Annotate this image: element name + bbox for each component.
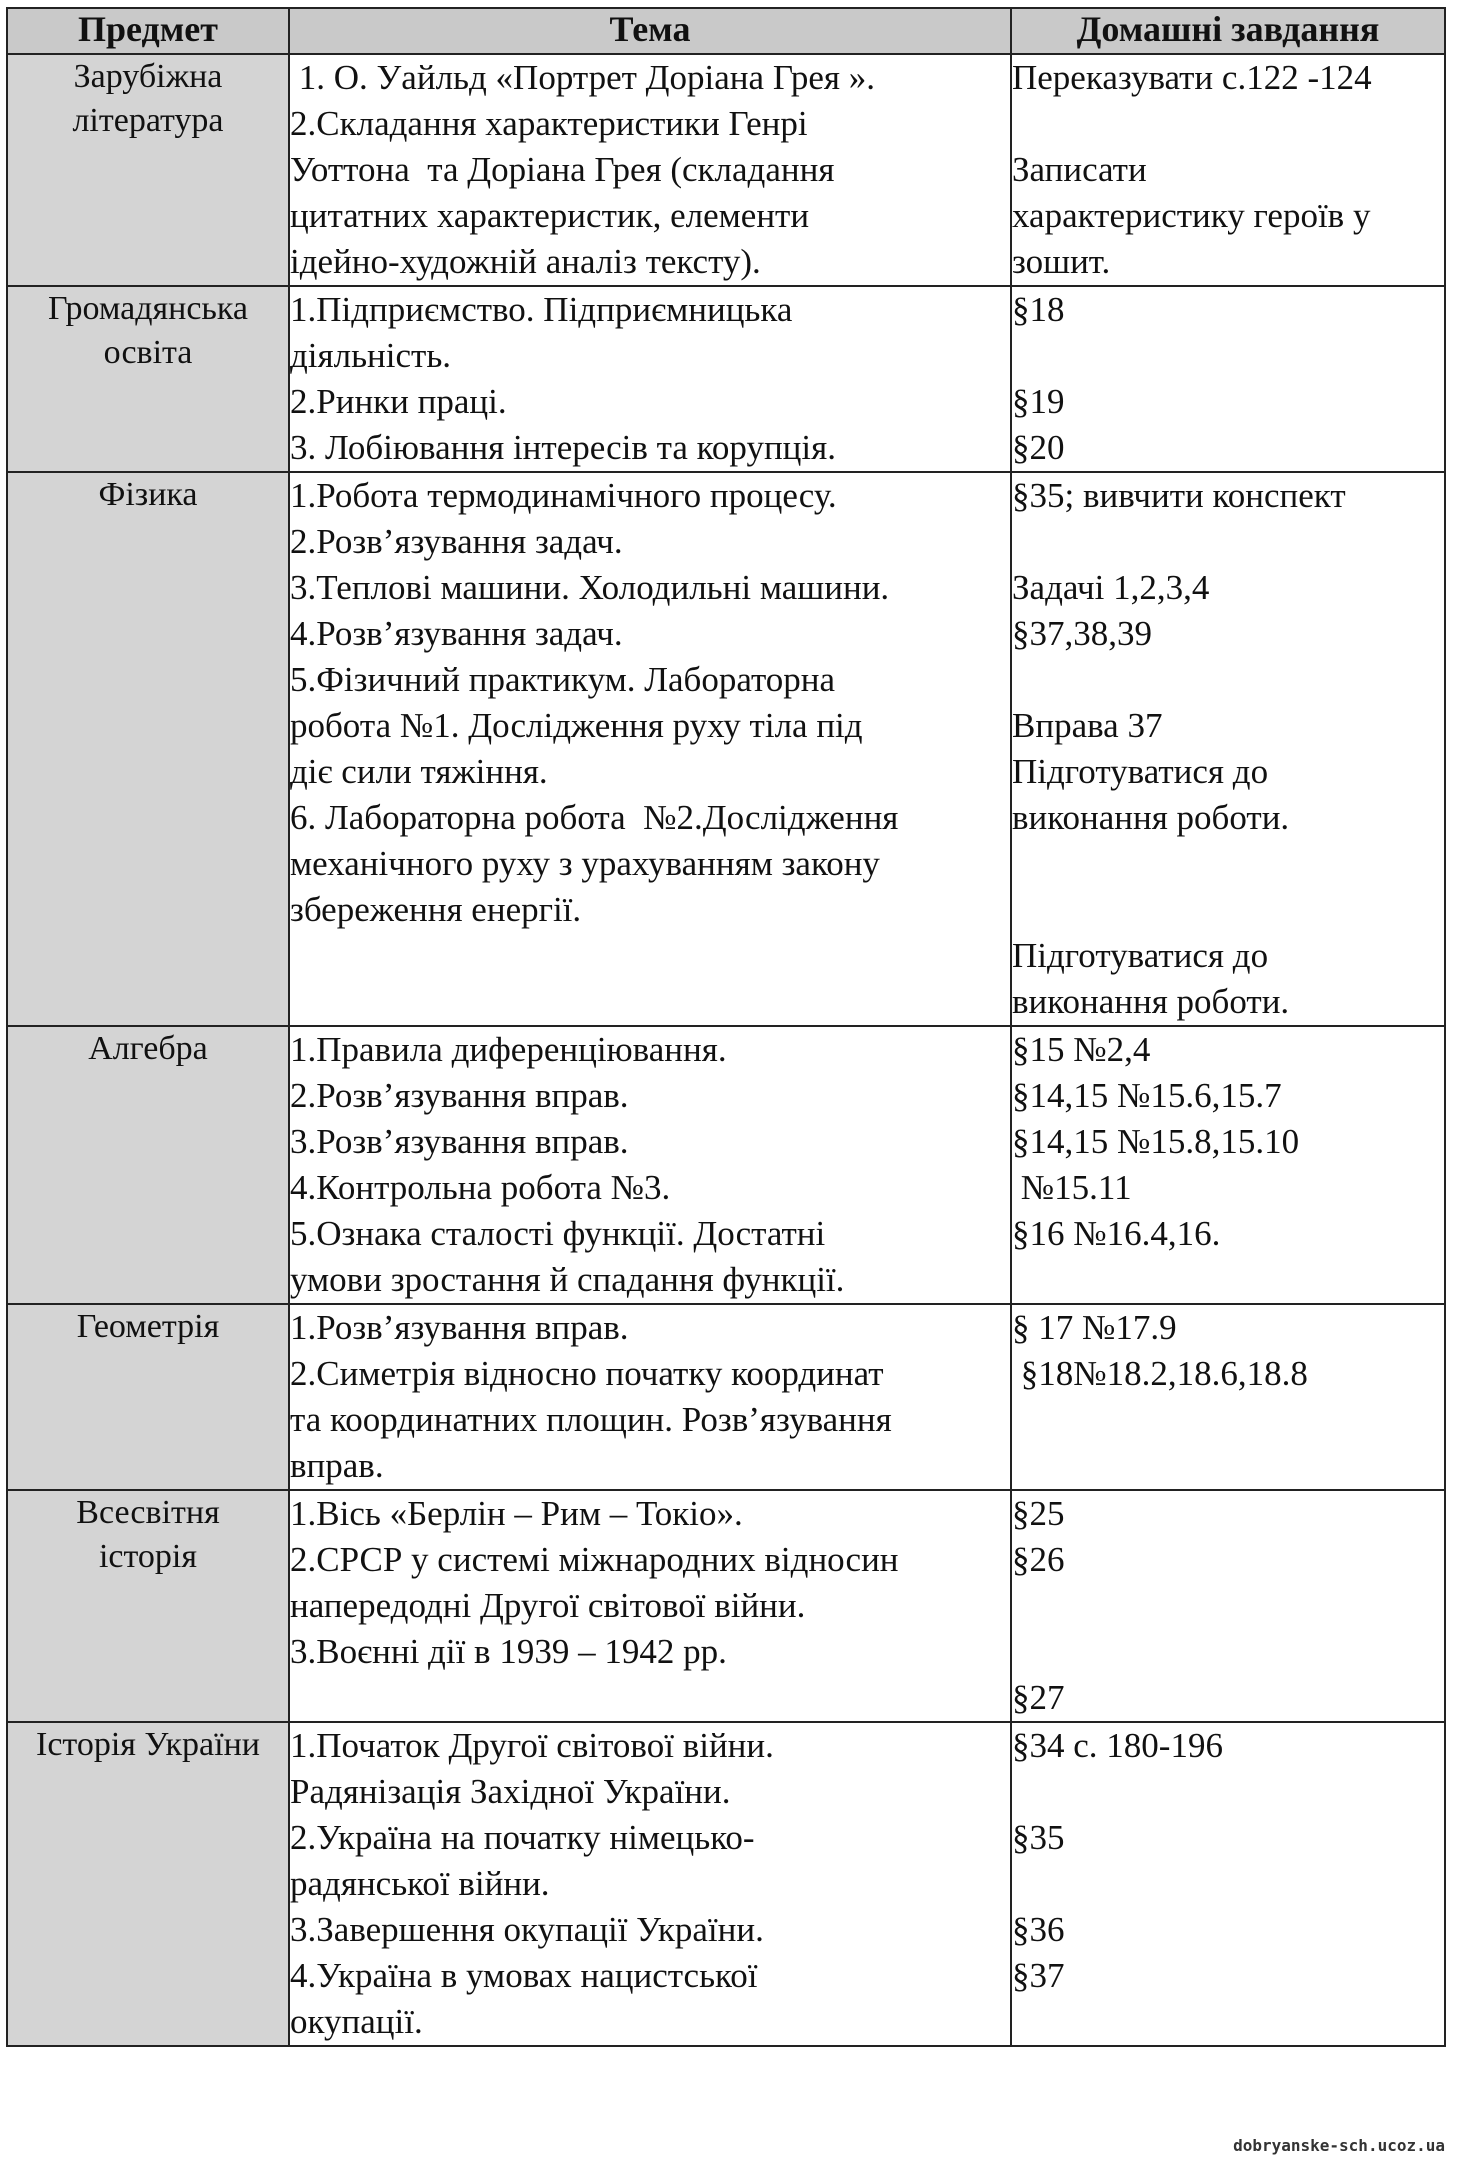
cell-line: §18 bbox=[1012, 290, 1065, 329]
subject-cell bbox=[7, 1490, 289, 1722]
cell-line: Вправа 37 bbox=[1012, 706, 1163, 745]
cell-line: 1.Підприємство. Підприємницька bbox=[290, 290, 793, 329]
homework-cell bbox=[1011, 1490, 1445, 1722]
topic-cell bbox=[289, 1722, 1011, 2046]
cell-line: діє сили тяжіння. bbox=[290, 752, 548, 791]
topic-cell bbox=[289, 472, 1011, 1026]
subject-cell bbox=[7, 1722, 289, 2046]
cell-line: окупації. bbox=[290, 2002, 423, 2041]
cell-line: Історія України bbox=[36, 1726, 260, 1763]
cell-line: Зарубіжна bbox=[73, 58, 223, 95]
cell-line bbox=[1012, 887, 1444, 933]
cell-line: 3.Воєнні дії в 1939 – 1942 рр. bbox=[290, 1632, 727, 1671]
cell-line: 1.Вісь «Берлін – Рим – Токіо». bbox=[290, 1494, 743, 1533]
cell-line: §27 bbox=[1012, 1678, 1065, 1717]
table-row bbox=[7, 1304, 1445, 1490]
header-subject: Предмет bbox=[7, 8, 289, 54]
cell-line: §19 bbox=[1012, 382, 1065, 421]
homework-cell bbox=[1011, 1026, 1445, 1304]
cell-line: цитатних характеристик, елементи bbox=[290, 196, 810, 235]
table-row bbox=[7, 1722, 1445, 2046]
cell-line: освіта bbox=[103, 334, 193, 371]
cell-line: §25 bbox=[1012, 1494, 1065, 1533]
cell-line: Радянізація Західної України. bbox=[290, 1772, 731, 1811]
subject-cell bbox=[7, 54, 289, 286]
cell-line bbox=[1012, 1583, 1444, 1629]
subject-cell bbox=[7, 472, 289, 1026]
header-row bbox=[7, 8, 1445, 54]
table-row bbox=[7, 472, 1445, 1026]
cell-line: 3.Розв’язування вправ. bbox=[290, 1122, 629, 1161]
cell-line: робота №1. Дослідження руху тіла під bbox=[290, 706, 863, 745]
cell-line bbox=[1012, 1769, 1444, 1815]
topic-cell bbox=[289, 1026, 1011, 1304]
cell-line: 2.Розв’язування задач. bbox=[290, 522, 623, 561]
topic-cell bbox=[289, 286, 1011, 472]
cell-line: 2.СРСР у системі міжнародних відносин bbox=[290, 1540, 899, 1579]
cell-line: §15 №2,4 bbox=[1012, 1030, 1151, 1069]
cell-line: 5.Ознака сталості функції. Достатні bbox=[290, 1214, 826, 1253]
homework-cell bbox=[1011, 54, 1445, 286]
cell-line: Геометрія bbox=[76, 1308, 220, 1345]
homework-cell bbox=[1011, 286, 1445, 472]
cell-line: 1. О. Уайльд «Портрет Доріана Грея ». bbox=[290, 58, 875, 97]
cell-line: §20 bbox=[1012, 428, 1065, 467]
cell-line: №15.11 bbox=[1012, 1168, 1132, 1207]
cell-line: умови зростання й спадання функції. bbox=[290, 1260, 845, 1299]
header-topic: Тема bbox=[289, 8, 1011, 54]
cell-line: напередодні Другої світової війни. bbox=[290, 1586, 806, 1625]
cell-line: §36 bbox=[1012, 1910, 1065, 1949]
cell-line: 3.Завершення окупації України. bbox=[290, 1910, 764, 1949]
cell-line: §26 bbox=[1012, 1540, 1065, 1579]
cell-line: Уоттона та Доріана Грея (складання bbox=[290, 150, 835, 189]
cell-line: 1.Правила диференціювання. bbox=[290, 1030, 727, 1069]
topic-cell bbox=[289, 1304, 1011, 1490]
cell-line: зошит. bbox=[1012, 242, 1111, 281]
cell-line: виконання роботи. bbox=[1012, 982, 1290, 1021]
cell-line bbox=[1012, 1629, 1444, 1675]
cell-line: 3. Лобіювання інтересів та корупція. bbox=[290, 428, 836, 467]
cell-line: вправ. bbox=[290, 1446, 384, 1485]
cell-line: Громадянська bbox=[47, 290, 249, 327]
cell-line: 2.Складання характеристики Генрі bbox=[290, 104, 808, 143]
cell-line: та координатних площин. Розв’язування bbox=[290, 1400, 892, 1439]
subject-cell bbox=[7, 1026, 289, 1304]
cell-line bbox=[1012, 657, 1444, 703]
cell-line: Підготуватися до bbox=[1012, 936, 1269, 975]
cell-line: 4.Розв’язування задач. bbox=[290, 614, 623, 653]
cell-line bbox=[1012, 333, 1444, 379]
topic-cell bbox=[289, 54, 1011, 286]
cell-line: характеристику героїв у bbox=[1012, 196, 1371, 235]
cell-line: §16 №16.4,16. bbox=[1012, 1214, 1221, 1253]
subject-cell bbox=[7, 286, 289, 472]
cell-line: 4.Контрольна робота №3. bbox=[290, 1168, 671, 1207]
cell-line: література bbox=[72, 102, 224, 139]
cell-line: виконання роботи. bbox=[1012, 798, 1290, 837]
cell-line: 2.Україна на початку німецько- bbox=[290, 1818, 755, 1857]
cell-line: 6. Лабораторна робота №2.Дослідження bbox=[290, 798, 899, 837]
table-row bbox=[7, 286, 1445, 472]
cell-line: §14,15 №15.6,15.7 bbox=[1012, 1076, 1282, 1115]
cell-line: збереження енергії. bbox=[290, 890, 582, 929]
cell-line: історія bbox=[98, 1538, 198, 1575]
subject-cell bbox=[7, 1304, 289, 1490]
cell-line: 1.Робота термодинамічного процесу. bbox=[290, 476, 837, 515]
cell-line: радянської війни. bbox=[290, 1864, 550, 1903]
cell-line: Підготуватися до bbox=[1012, 752, 1269, 791]
table-row bbox=[7, 54, 1445, 286]
topic-cell bbox=[289, 1490, 1011, 1722]
cell-line: Всесвітня bbox=[76, 1494, 220, 1531]
cell-line: §14,15 №15.8,15.10 bbox=[1012, 1122, 1300, 1161]
cell-line bbox=[1012, 1861, 1444, 1907]
cell-line: 2.Ринки праці. bbox=[290, 382, 507, 421]
cell-line: §18№18.2,18.6,18.8 bbox=[1012, 1354, 1308, 1393]
cell-line: 4.Україна в умовах нацистської bbox=[290, 1956, 758, 1995]
cell-line: 2.Симетрія відносно початку координат bbox=[290, 1354, 884, 1393]
cell-line: ідейно-художній аналіз тексту). bbox=[290, 242, 761, 281]
cell-line: Фізика bbox=[98, 476, 198, 513]
homework-cell bbox=[1011, 1722, 1445, 2046]
cell-line: Записати bbox=[1012, 150, 1147, 189]
cell-line: діяльність. bbox=[290, 336, 452, 375]
table-row bbox=[7, 1026, 1445, 1304]
cell-line bbox=[1012, 841, 1444, 887]
cell-line: §37,38,39 bbox=[1012, 614, 1152, 653]
cell-line: §34 с. 180-196 bbox=[1012, 1726, 1223, 1765]
table-row bbox=[7, 1490, 1445, 1722]
cell-line: §37 bbox=[1012, 1956, 1065, 1995]
cell-line: § 17 №17.9 bbox=[1012, 1308, 1177, 1347]
cell-line: Переказувати с.122 -124 bbox=[1012, 58, 1372, 97]
cell-line: §35 bbox=[1012, 1818, 1065, 1857]
homework-cell bbox=[1011, 1304, 1445, 1490]
homework-table bbox=[6, 7, 1446, 2047]
cell-line bbox=[1012, 101, 1444, 147]
cell-line: механічного руху з урахуванням закону bbox=[290, 844, 880, 883]
cell-line: 3.Теплові машини. Холодильні машини. bbox=[290, 568, 890, 607]
cell-line: §35; вивчити конспект bbox=[1012, 476, 1346, 515]
cell-line: 1.Початок Другої світової війни. bbox=[290, 1726, 774, 1765]
cell-line bbox=[1012, 519, 1444, 565]
cell-line: 2.Розв’язування вправ. bbox=[290, 1076, 629, 1115]
site-watermark: dobryanske-sch.ucoz.ua bbox=[1233, 2136, 1445, 2155]
cell-line: 5.Фізичний практикум. Лабораторна bbox=[290, 660, 836, 699]
header-homework: Домашні завдання bbox=[1011, 8, 1445, 54]
homework-cell bbox=[1011, 472, 1445, 1026]
cell-line: Алгебра bbox=[88, 1030, 208, 1067]
cell-line: 1.Розв’язування вправ. bbox=[290, 1308, 629, 1347]
cell-line: Задачі 1,2,3,4 bbox=[1012, 568, 1210, 607]
